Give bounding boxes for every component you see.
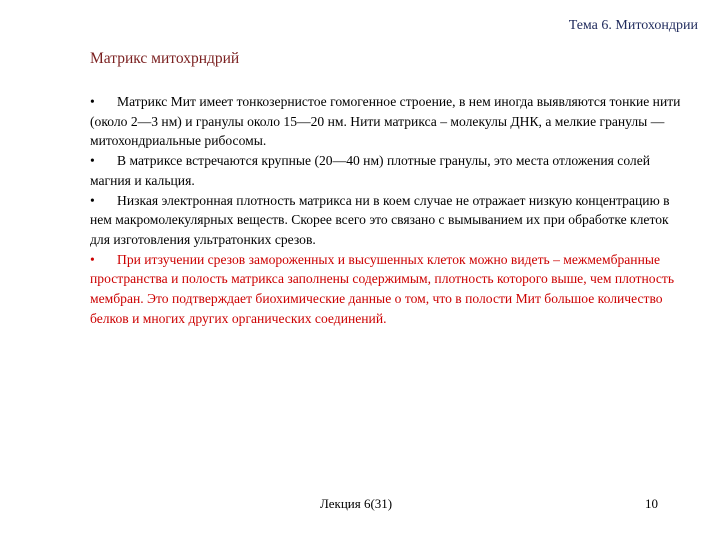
bullet-icon: • xyxy=(90,251,95,267)
paragraph-text: Низкая электронная плотность матрикса ни в коем случае не отражает низкую концентрацию в нем макромолекулярных веществ. Скорее всего это связано с вымыванием их при обработке клеток для изготовления ультратонких срезов. xyxy=(90,192,670,247)
bullet-icon: • xyxy=(90,192,95,208)
paragraph-1 xyxy=(90,92,690,151)
paragraph-text: Матрикс Мит имеет тонкозернистое гомогенное строение, в нем иногда выявляются тонкие нити (около 2—3 нм) и гранулы около 15—20 нм. Нити матрикса – молекулы ДНК, а мелкие гранулы — митохондриальные рибосомы. xyxy=(90,94,681,149)
footer-lecture-label: Лекция 6(31) xyxy=(320,496,393,511)
paragraph-2 xyxy=(90,151,690,190)
paragraph-4-highlighted xyxy=(90,250,690,329)
slide-body xyxy=(90,92,690,328)
paragraph-text: При итзучении срезов замороженных и высушенных клеток можно видеть – межмембранные пространства и полость матрикса заполнены содержимым, плотность которого выше, чем плотность мембран. Это подтверждает биохимические данные о том, что в полости Мит большое количество белков и многих других органических соединений. xyxy=(90,251,675,326)
page-number: 10 xyxy=(645,496,658,511)
bullet-icon: • xyxy=(90,153,95,169)
slide-title: Матрикс митохрндрий xyxy=(90,50,240,67)
bullet-icon: • xyxy=(90,94,95,109)
slide-topic-header: Тема 6. Митохондрии xyxy=(568,18,698,33)
paragraph-text: В матриксе встречаются крупные (20—40 нм) плотные гранулы, это места отложения солей магния и кальция. xyxy=(90,153,651,188)
paragraph-3 xyxy=(90,191,690,250)
